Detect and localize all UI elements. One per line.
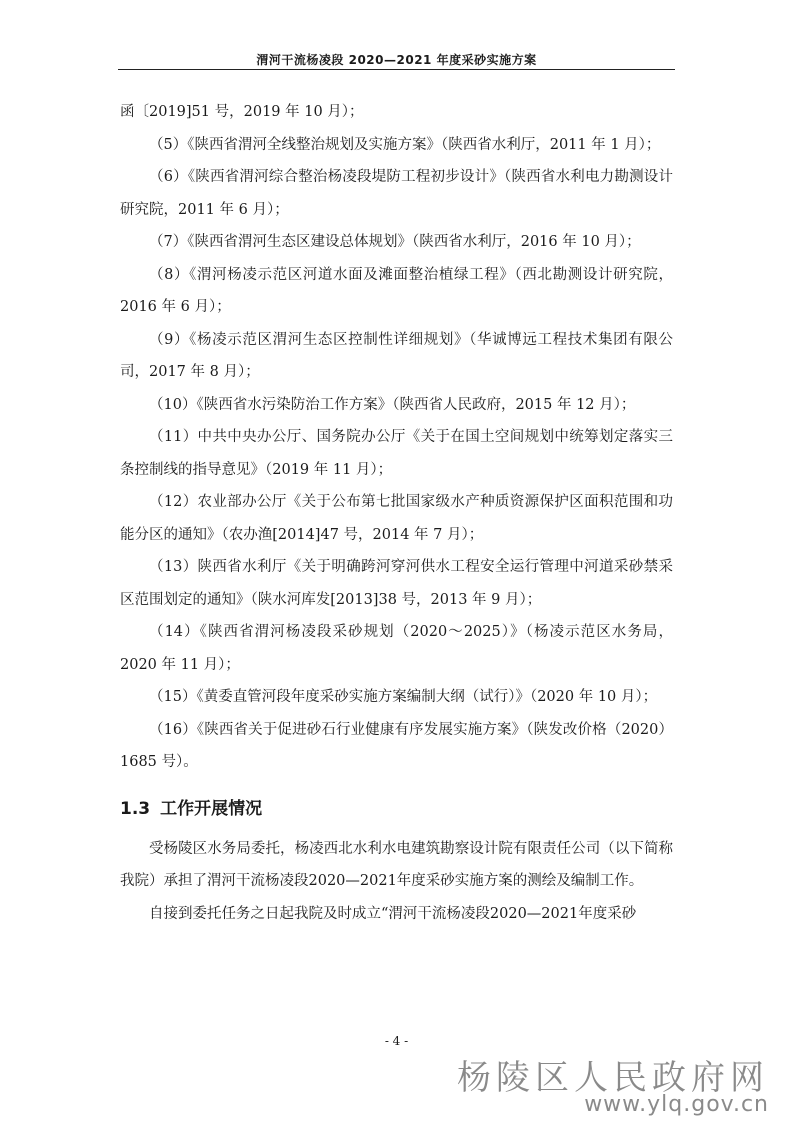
page-number: - 4 -	[384, 1034, 409, 1048]
reference-item: （5）《陕西省渭河全线整治规划及实施方案》（陕西省水利厅，2011 年 1 月）；	[149, 136, 661, 153]
running-header-title: 渭河干流杨凌段 2020—2021 年度采砂实施方案	[256, 53, 537, 67]
body-paragraph: 自接到委托任务之日起我院及时成立“渭河干流杨凌段2020—2021年度采砂	[149, 905, 637, 922]
reference-item: 函〔2019]51 号，2019 年 10 月）；	[120, 104, 364, 120]
reference-item: （15）《黄委直管河段年度采砂实施方案编制大纲（试行）》（2020 年 10 月）；	[149, 689, 658, 705]
reference-item: （11）中共中央办公厅、国务院办公厅《关于在国土空间规划中统筹划定落实三条控制线的指导意见》（2019 年 11 月）；	[120, 429, 673, 478]
header-divider	[118, 69, 675, 70]
reference-item: （13）陕西省水利厅《关于明确跨河穿河供水工程安全运行管理中河道采砂禁采区范围划定的通知》（陕水河库发[2013]38 号，2013 年 9 月）；	[120, 559, 673, 608]
document-body	[120, 96, 673, 930]
reference-item: （10）《陕西省水污染防治工作方案》（陕西省人民政府，2015 年 12 月）；	[149, 396, 636, 413]
section-heading	[120, 793, 673, 825]
reference-item: （16）《陕西省关于促进砂石行业健康有序发展实施方案》（陕发改价格（2020）1685 号）。	[120, 721, 673, 770]
body-paragraph: 受杨陵区水务局委托，杨凌西北水利水电建筑勘察设计院有限责任公司（以下简称我院）承担了渭河干流杨凌段2020—2021年度采砂实施方案的测绘及编制工作。	[120, 840, 673, 889]
site-watermark-name: 杨陵区人民政府网	[457, 1058, 769, 1098]
reference-item: （7）《陕西省渭河生态区建设总体规划》（陕西省水利厅，2016 年 10 月）；	[149, 234, 641, 250]
reference-item: （9）《杨凌示范区渭河生态区控制性详细规划》（华诚博远工程技术集团有限公司，2017 年 8 月）；	[120, 331, 673, 380]
section-title: 工作开展情况	[160, 798, 263, 819]
site-watermark-url: www.ylq.gov.cn	[584, 1092, 769, 1117]
reference-item: （6）《陕西省渭河综合整治杨凌段堤防工程初步设计》（陕西省水利电力勘测设计研究院，2011 年 6 月）；	[120, 169, 673, 218]
reference-item: （12）农业部办公厅《关于公布第七批国家级水产种质资源保护区面积范围和功能分区的通知》（农办渔[2014]47 号，2014 年 7 月）；	[120, 494, 673, 543]
section-number: 1.3	[120, 798, 151, 819]
reference-item: （8）《渭河杨凌示范区河道水面及滩面整治植绿工程》（西北勘测设计研究院，2016 年 6 月）；	[120, 266, 673, 315]
reference-item: （14）《陕西省渭河杨凌段采砂规划（2020～2025）》（杨凌示范区水务局，2020 年 11 月）；	[120, 624, 673, 673]
